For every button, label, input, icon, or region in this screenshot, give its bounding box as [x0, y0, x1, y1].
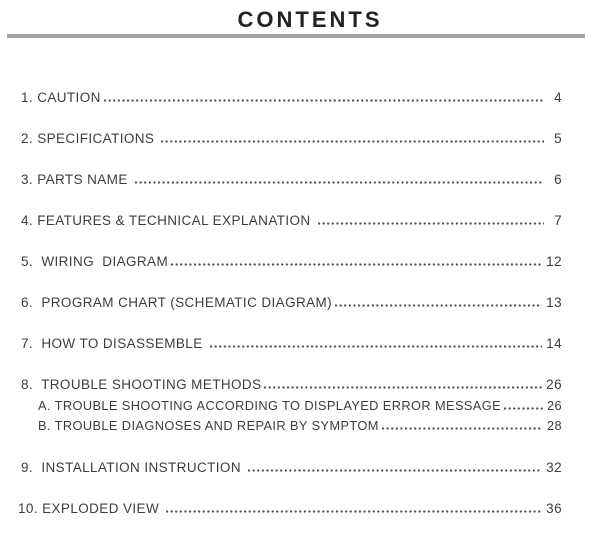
toc-entry-label: 7. HOW TO DISASSEMBLE [21, 336, 207, 351]
toc-entry-label: 9. INSTALLATION INSTRUCTION [21, 460, 246, 475]
toc-entry-label: 8. TROUBLE SHOOTING METHODS [21, 377, 262, 392]
toc-entry-label: 6. PROGRAM CHART (SCHEMATIC DIAGRAM) [21, 295, 333, 310]
toc-entry-trouble-shooting-methods [21, 376, 562, 393]
toc-entry-label: 4. FEATURES & TECHNICAL EXPLANATION [21, 213, 315, 228]
page-number: 6 [554, 172, 562, 187]
toc-entry-program-chart [21, 294, 562, 311]
page-number: 28 [546, 418, 562, 433]
toc-entry-caution [21, 89, 562, 106]
toc-entry-specifications [21, 130, 562, 147]
dot-leader [318, 222, 544, 225]
toc-entry-how-to-disassemble [21, 335, 562, 352]
dot-leader [161, 140, 544, 143]
page-number: 13 [546, 295, 562, 310]
page-number: 36 [546, 501, 562, 516]
dot-leader [135, 181, 544, 184]
page-number: 32 [546, 460, 562, 475]
page-number: 26 [546, 398, 562, 413]
dot-leader [335, 304, 542, 307]
toc-entry-label: 10. EXPLODED VIEW [18, 501, 164, 516]
table-of-contents [18, 89, 562, 541]
toc-entry-label: B. TROUBLE DIAGNOSES AND REPAIR BY SYMPTOM [38, 418, 379, 433]
dot-leader [166, 510, 542, 513]
page-title: CONTENTS [237, 7, 383, 32]
toc-subentry-trouble-shooting-error-message [21, 397, 562, 414]
toc-entry-parts-name [21, 171, 562, 188]
page-number: 4 [554, 90, 562, 105]
toc-entry-label: 1. CAUTION [21, 90, 101, 105]
toc-entry-label: 3. PARTS NAME [21, 172, 132, 187]
dot-leader [248, 469, 542, 472]
toc-subentry-trouble-diagnoses-by-symptom [21, 417, 562, 434]
page-number: 12 [546, 254, 562, 269]
page-number: 7 [554, 213, 562, 228]
dot-leader [171, 263, 542, 266]
toc-entry-label: 5. WIRING DIAGRAM [21, 254, 169, 269]
toc-entry-wiring-diagram [21, 253, 562, 270]
dot-leader [264, 386, 542, 389]
title-divider-rule [7, 34, 585, 38]
dot-leader [382, 427, 543, 430]
toc-entry-exploded-view [18, 500, 562, 517]
toc-entry-label: A. TROUBLE SHOOTING ACCORDING TO DISPLAYED ERROR MESSAGE [38, 398, 502, 413]
page-number: 26 [546, 377, 562, 392]
dot-leader [504, 407, 543, 410]
toc-entry-label: 2. SPECIFICATIONS [21, 131, 159, 146]
page-number: 5 [554, 131, 562, 146]
dot-leader [104, 99, 544, 102]
toc-entry-features-technical-explanation [21, 212, 562, 229]
dot-leader [210, 345, 542, 348]
toc-entry-installation-instruction [21, 459, 562, 476]
page-number: 14 [546, 336, 562, 351]
